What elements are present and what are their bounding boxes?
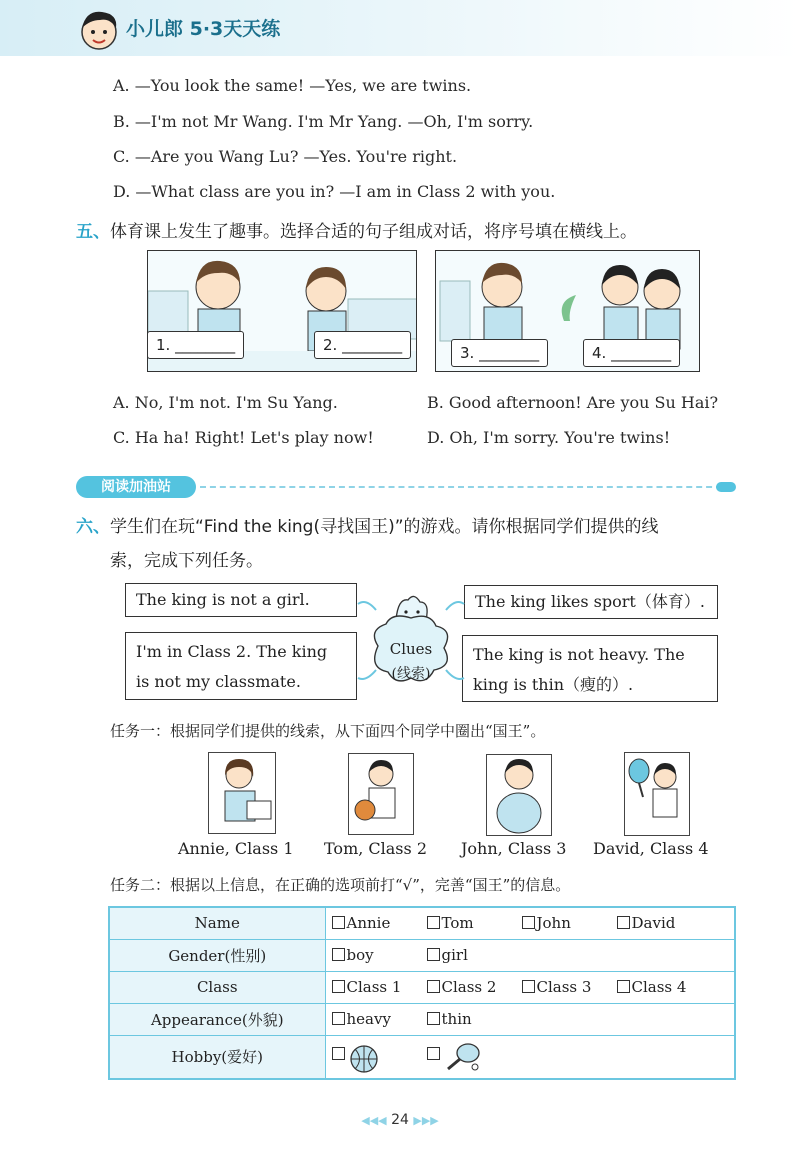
boy-mascot-icon [72,6,126,54]
option-girl[interactable] [427,946,522,964]
option-class-4[interactable] [617,978,712,996]
checkbox[interactable] [332,1012,345,1025]
blank-4[interactable]: 4. ________ [583,339,680,367]
checkbox[interactable] [617,980,630,993]
boy-with-basketball-icon [349,754,413,834]
part5-option-b: B. Good afternoon! Are you Su Hai? [427,393,719,412]
page-number [340,1112,460,1128]
checkbox[interactable] [427,1047,440,1060]
option-label: girl [441,946,468,964]
row-label: Hobby(爱好) [109,1035,325,1079]
checkbox[interactable] [427,948,440,961]
kid-annie[interactable] [208,752,276,834]
option-label: boy [346,946,374,964]
clues-label: Clues [389,640,433,658]
checkbox[interactable] [427,1012,440,1025]
part6-instruction-2: 索，完成下列任务。 [110,551,263,571]
banner-dashed-line [200,486,722,488]
clue-bottom-left-line2: is not my classmate. [136,672,301,691]
blank-2[interactable]: 2. ________ [314,331,411,359]
part6-number: 六、 [76,517,110,537]
right-arrows-icon: ▶▶▶ [413,1114,439,1127]
part4-option-b: B. —I'm not Mr Wang. I'm Mr Yang. —Oh, I'm sorry. [113,112,534,131]
part5-heading [76,217,637,242]
kid-caption-john: John, Class 3 [461,839,567,858]
clue-bottom-right-line1: The king is not heavy. The [473,645,685,664]
part5-option-d: D. Oh, I'm sorry. You're twins! [427,428,671,447]
clues-label-cn: (线索) [391,666,431,682]
banner-line-end [716,482,736,492]
row-options [325,971,735,1003]
kid-david[interactable] [624,752,690,836]
kid-caption-annie: Annie, Class 1 [178,839,294,858]
part5-number: 五、 [76,222,110,242]
kid-caption-tom: Tom, Class 2 [324,839,427,858]
checkbox[interactable] [332,916,345,929]
option-label: Class 2 [441,978,497,996]
kid-caption-david: David, Class 4 [593,839,709,858]
option-ping-pong[interactable] [427,1041,522,1073]
table-row-appearance [109,1003,735,1035]
header-title: 小儿郎 5·3天天练 [126,18,281,40]
row-label: Class [109,971,325,1003]
clue-top-right: The king likes sport（体育）. [464,585,718,619]
option-label: Class 3 [536,978,592,996]
row-options [325,1003,735,1035]
row-options [325,1035,735,1079]
option-thin[interactable] [427,1010,522,1028]
kid-tom[interactable] [348,753,414,835]
option-boy[interactable] [332,946,427,964]
option-david[interactable] [617,914,712,932]
option-class-1[interactable] [332,978,427,996]
left-arrows-icon: ◀◀◀ [361,1114,387,1127]
heavy-boy-icon [487,755,551,835]
option-label: David [631,914,676,933]
option-annie[interactable] [332,914,427,932]
girl-reading-icon [209,753,275,833]
king-info-table [108,906,736,1080]
part4-option-c: C. —Are you Wang Lu? —Yes. You're right. [113,147,458,166]
row-label: Appearance(外貌) [109,1003,325,1035]
basketball-icon [347,1043,381,1073]
checkbox[interactable] [522,980,535,993]
blank-3[interactable]: 3. ________ [451,339,548,367]
table-row-class [109,971,735,1003]
option-label: John [536,914,571,933]
option-label: Tom [441,914,474,933]
option-john[interactable] [522,914,617,932]
option-label: Class 1 [346,978,402,996]
option-heavy[interactable] [332,1010,427,1028]
part5-option-a: A. No, I'm not. I'm Su Yang. [113,393,338,412]
checkbox[interactable] [522,916,535,929]
part4-option-a: A. —You look the same! —Yes, we are twins. [113,76,472,95]
option-label: Class 4 [631,978,687,996]
part4-option-d: D. —What class are you in? —I am in Class 2 with you. [113,182,556,201]
ping-pong-paddle-icon [442,1041,482,1073]
clue-bottom-right [462,635,718,702]
table-row-gender [109,939,735,971]
option-basketball[interactable] [332,1043,427,1073]
checkbox[interactable] [427,980,440,993]
clue-bottom-right-line2: king is thin（瘦的）. [473,675,634,694]
option-label: thin [441,1010,472,1028]
option-label: heavy [346,1010,391,1028]
option-class-3[interactable] [522,978,617,996]
checkbox[interactable] [332,1047,345,1060]
option-class-2[interactable] [427,978,522,996]
part6-instruction-1: 学生们在玩“Find the king(寻找国王)”的游戏。请你根据同学们提供的线 [110,517,659,537]
checkbox[interactable] [617,916,630,929]
clue-bottom-left-line1: I'm in Class 2. The king [136,642,328,661]
clue-top-left: The king is not a girl. [125,583,357,617]
row-label: Name [109,907,325,939]
row-options [325,939,735,971]
table-row-name [109,907,735,939]
option-label: Annie [346,914,391,933]
task1-text: 任务一：根据同学们提供的线索，从下面四个同学中圈出“国王”。 [110,722,546,740]
boy-with-ping-pong-paddle-icon [625,753,689,835]
option-tom[interactable] [427,914,522,932]
part5-instruction: 体育课上发生了趣事。选择合适的句子组成对话，将序号填在横线上。 [110,222,637,242]
blank-1[interactable]: 1. ________ [147,331,244,359]
row-options [325,907,735,939]
page-number-text: 24 [391,1112,409,1128]
checkbox[interactable] [332,980,345,993]
row-label: Gender(性别) [109,939,325,971]
task2-text: 任务二：根据以上信息，在正确的选项前打“√”，完善“国王”的信息。 [110,876,571,894]
table-row-hobby [109,1035,735,1079]
part5-option-c: C. Ha ha! Right! Let's play now! [113,428,374,447]
checkbox[interactable] [332,948,345,961]
part6-heading-line1 [76,512,659,537]
reading-banner: 阅读加油站 [76,476,196,498]
checkbox[interactable] [427,916,440,929]
kid-john[interactable] [486,754,552,836]
clue-bottom-left [125,632,357,700]
